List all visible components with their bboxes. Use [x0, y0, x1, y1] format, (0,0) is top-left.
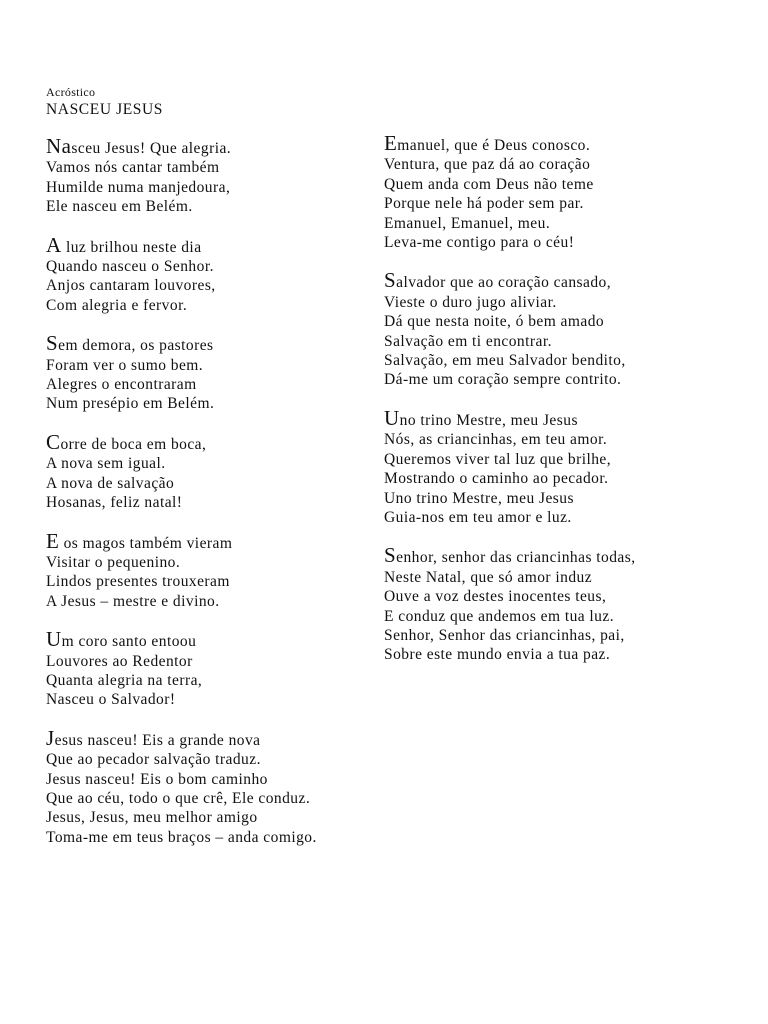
- acrostic-initial: S: [384, 543, 397, 568]
- stanza: [384, 543, 724, 664]
- poem-line: Que ao pecador salvação traduz.: [46, 751, 261, 769]
- first-line-text: orre de boca em boca,: [60, 435, 207, 453]
- poem-line: Vieste o duro jugo aliviar.: [384, 293, 557, 311]
- poem-line: Neste Natal, que só amor induz: [384, 568, 593, 586]
- stanza-first-line: [384, 405, 724, 430]
- poem-line: Queremos viver tal luz que brilhe,: [384, 450, 612, 468]
- poem-line: Jesus nasceu! Eis o bom caminho: [46, 770, 268, 788]
- first-line-text: em demora, os pastores: [58, 337, 214, 355]
- stanza: [46, 627, 386, 710]
- acrostic-initial: A: [46, 232, 62, 257]
- poem-line: Sobre este mundo envia a tua paz.: [384, 646, 611, 664]
- document-header: [46, 84, 163, 119]
- acrostic-initial: E: [46, 528, 60, 553]
- poem-line: Senhor, Senhor das criancinhas, pai,: [384, 626, 625, 644]
- stanza-first-line: [46, 232, 386, 257]
- first-line-text: alvador que ao coração cansado,: [396, 274, 612, 292]
- acrostic-initial: Na: [46, 134, 72, 158]
- poem-line: Leva-me contigo para o céu!: [384, 234, 575, 252]
- stanza-first-line: [46, 134, 386, 158]
- poem-line: Ventura, que paz dá ao coração: [384, 156, 591, 174]
- poem-line: Anjos cantaram louvores,: [46, 277, 216, 295]
- acrostic-initial: U: [46, 627, 62, 652]
- acrostic-initial: J: [46, 725, 55, 750]
- poem-line: Dá-me um coração sempre contrito.: [384, 371, 622, 389]
- first-line-text: no trino Mestre, meu Jesus: [399, 411, 578, 429]
- poem-line: Lindos presentes trouxeram: [46, 573, 230, 591]
- acrostic-initial: S: [46, 331, 59, 356]
- poem-line: E conduz que andemos em tua luz.: [384, 607, 615, 625]
- poem-line: Visitar o pequenino.: [46, 553, 181, 571]
- poem-line: Emanuel, Emanuel, meu.: [384, 214, 551, 232]
- poem-line: Hosanas, feliz natal!: [46, 494, 183, 512]
- poem-line: Nós, as criancinhas, em teu amor.: [384, 431, 608, 449]
- acrostic-initial: C: [46, 429, 61, 454]
- poem-line: Alegres o encontraram: [46, 376, 197, 394]
- document-kind: Acróstico: [46, 85, 96, 99]
- poem-line: A Jesus – mestre e divino.: [46, 592, 220, 610]
- poem-column-left: [46, 134, 386, 866]
- first-line-text: os magos também vieram: [59, 534, 233, 552]
- poem-line: Quem anda com Deus não teme: [384, 175, 594, 193]
- stanza: [46, 134, 386, 217]
- first-line-text: sceu Jesus! Que alegria.: [71, 140, 232, 157]
- poem-line: Uno trino Mestre, meu Jesus: [384, 489, 574, 507]
- stanza: [46, 725, 386, 847]
- stanza-first-line: [46, 627, 386, 652]
- stanza: [46, 331, 386, 414]
- stanza-first-line: [384, 543, 724, 568]
- poem-line: A nova sem igual.: [46, 455, 166, 473]
- poem-line: Foram ver o sumo bem.: [46, 356, 204, 374]
- poem-line: Ouve a voz destes inocentes teus,: [384, 588, 607, 606]
- stanza-first-line: [46, 331, 386, 356]
- stanza: [384, 268, 724, 389]
- poem-line: Dá que nesta noite, ó bem amado: [384, 313, 605, 331]
- poem-line: Mostrando o caminho ao pecador.: [384, 470, 609, 488]
- poem-line: Louvores ao Redentor: [46, 652, 193, 670]
- poem-line: Num presépio em Belém.: [46, 395, 215, 413]
- poem-line: A nova de salvação: [46, 474, 175, 492]
- acrostic-initial: E: [384, 131, 398, 155]
- stanza-first-line: [46, 429, 386, 454]
- stanza-first-line: [384, 131, 724, 155]
- poem-line: Salvação em ti encontrar.: [384, 332, 552, 350]
- stanza: [46, 528, 386, 612]
- first-line-text: luz brilhou neste dia: [61, 238, 202, 256]
- poem-line: Jesus, Jesus, meu melhor amigo: [46, 809, 258, 827]
- poem-line: Quanta alegria na terra,: [46, 671, 203, 689]
- poem-line: Vamos nós cantar também: [46, 159, 220, 177]
- poem-line: Nasceu o Salvador!: [46, 691, 176, 709]
- poem-column-right: [384, 131, 724, 684]
- poem-line: Que ao céu, todo o que crê, Ele conduz.: [46, 789, 311, 807]
- poem-line: Ele nasceu em Belém.: [46, 198, 193, 216]
- stanza: [46, 429, 386, 513]
- stanza: [384, 131, 724, 252]
- acrostic-initial: U: [384, 405, 400, 430]
- stanza-first-line: [46, 725, 386, 750]
- stanza-first-line: [46, 528, 386, 553]
- poem-line: Toma-me em teus braços – anda comigo.: [46, 828, 317, 846]
- first-line-text: enhor, senhor das criancinhas todas,: [396, 549, 636, 567]
- stanza: [384, 405, 724, 527]
- first-line-text: manuel, que é Deus conosco.: [397, 137, 591, 154]
- poem-line: Porque nele há poder sem par.: [384, 195, 584, 213]
- poem-line: Quando nasceu o Senhor.: [46, 258, 214, 276]
- poem-line: Humilde numa manjedoura,: [46, 178, 231, 196]
- first-line-text: esus nasceu! Eis a grande nova: [54, 731, 261, 749]
- stanza-first-line: [384, 268, 724, 293]
- acrostic-initial: S: [384, 268, 397, 293]
- document-title: NASCEU JESUS: [46, 101, 164, 118]
- poem-line: Com alegria e fervor.: [46, 296, 188, 314]
- first-line-text: m coro santo entoou: [61, 633, 197, 651]
- poem-line: Guia-nos em teu amor e luz.: [384, 508, 572, 526]
- stanza: [46, 232, 386, 316]
- poem-line: Salvação, em meu Salvador bendito,: [384, 352, 626, 370]
